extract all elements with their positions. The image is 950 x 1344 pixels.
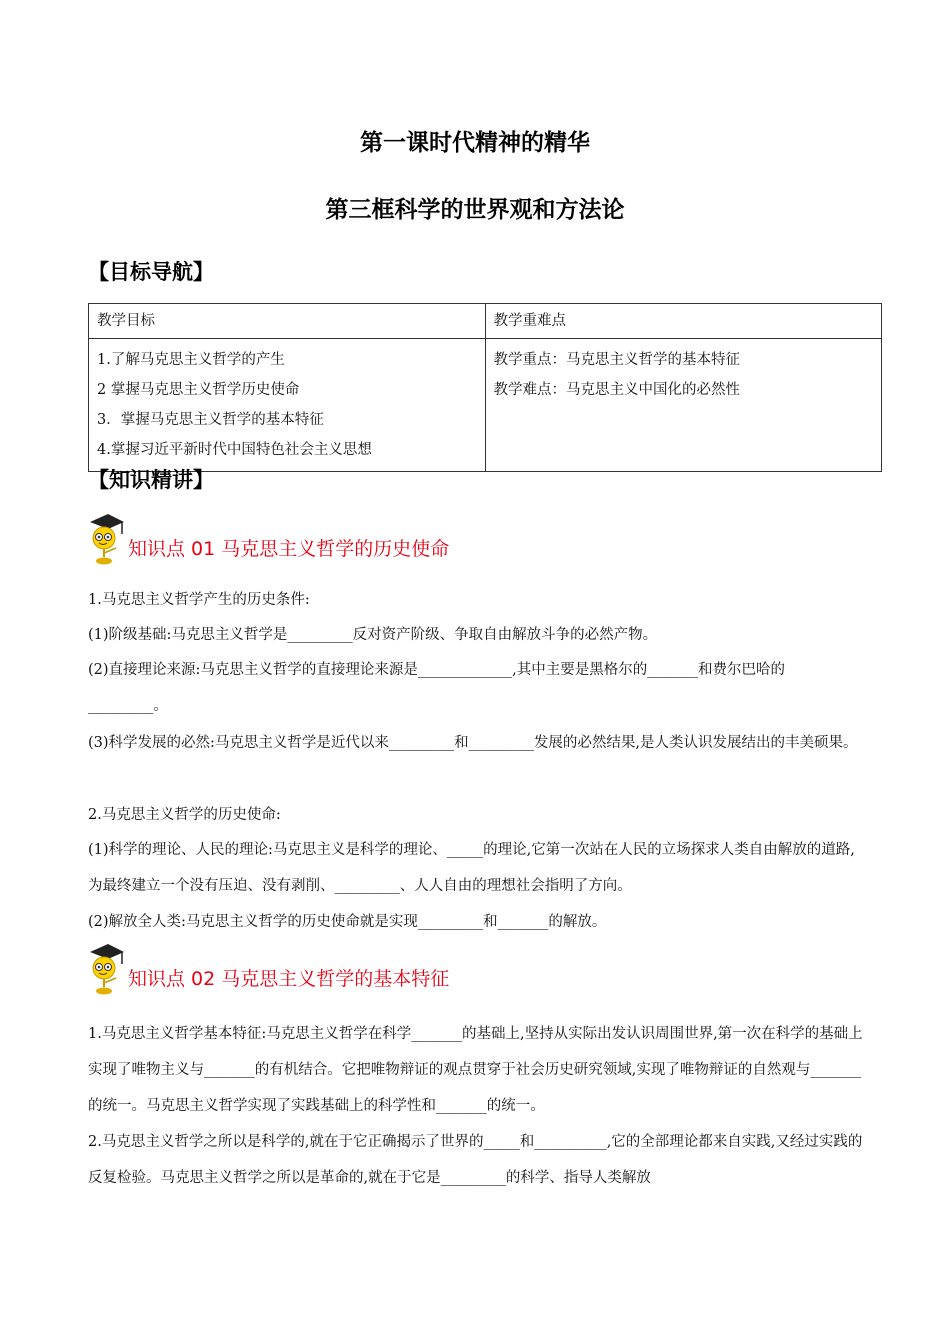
goals-cell — [89, 339, 486, 472]
paragraph: (1)科学的理论、人民的理论:马克思主义是科学的理论、_____的理论,它第一次站在人民的立场探求人类自由解放的道路,为最终建立一个没有压迫、没有剥削、_________、人人自由的理想社会指明了方向。 — [88, 842, 855, 894]
knowledge-heading: 【知识精讲】 — [88, 468, 214, 492]
goals-table — [88, 303, 882, 472]
knowledge-point-1-header — [86, 510, 686, 566]
keypoint-item: 教学重点：马克思主义哲学的基本特征 — [493, 352, 740, 368]
graduate-mascot-icon — [86, 940, 126, 996]
paragraph: (2)解放全人类:马克思主义哲学的历史使命就是实现_________和_______的解放。 — [88, 914, 607, 930]
section-title: 第三框科学的世界观和方法论 — [325, 197, 625, 223]
paragraph: 1.马克思主义哲学产生的历史条件: — [88, 592, 310, 608]
table-body-row — [89, 339, 882, 472]
goal-item: 3．掌握马克思主义哲学的基本特征 — [97, 412, 324, 428]
paragraph: (1)阶级基础:马克思主义哲学是_________反对资产阶级、争取自由解放斗争的必然产物。 — [88, 627, 658, 643]
lesson-title: 第一课时代精神的精华 — [360, 130, 590, 156]
paragraph: 1.马克思主义哲学基本特征:马克思主义哲学在科学_______的基础上,坚持从实际出发认识周围世界,第一次在科学的基础上实现了唯物主义与_______的有机结合。它把唯物辩证的观点贯穿于社会历史研究领域,实现了唯物辩证的自然观与_______的统一。马克思主义哲学实现了实践基础上的科学性和_______的统一。 — [88, 1026, 863, 1114]
goal-item: 1.了解马克思主义哲学的产生 — [97, 352, 285, 368]
paragraph: 2.马克思主义哲学的历史使命: — [88, 807, 281, 823]
table-header-goals: 教学目标 — [89, 304, 486, 339]
paragraph: (3)科学发展的必然:马克思主义哲学是近代以来_________和_________发展的必然结果,是人类认识发展结出的丰美硕果。 — [88, 735, 858, 751]
graduate-mascot-icon — [86, 510, 126, 566]
goal-nav-heading: 【目标导航】 — [88, 260, 214, 284]
knowledge-point-2-header — [86, 940, 686, 996]
paragraph: 2.马克思主义哲学之所以是科学的,就在于它正确揭示了世界的_____和__________,它的全部理论都来自实践,又经过实践的反复检验。马克思主义哲学之所以是革命的,就在于它是_________的科学、指导人类解放 — [88, 1134, 863, 1186]
keypoints-cell — [485, 339, 882, 472]
goal-item: 2 掌握马克思主义哲学历史使命 — [97, 382, 300, 398]
keypoint-item: 教学难点：马克思主义中国化的必然性 — [493, 382, 740, 398]
knowledge-point-2-title: 知识点 02 马克思主义哲学的基本特征 — [128, 968, 450, 990]
table-header-keypoints: 教学重难点 — [485, 304, 882, 339]
knowledge-point-1-title: 知识点 01 马克思主义哲学的历史使命 — [128, 538, 450, 560]
table-header-row — [89, 304, 882, 339]
goal-item: 4.掌握习近平新时代中国特色社会主义思想 — [97, 442, 372, 458]
paragraph: (2)直接理论来源:马克思主义哲学的直接理论来源是_____________,其中主要是黑格尔的_______和费尔巴哈的_________。 — [88, 662, 786, 714]
